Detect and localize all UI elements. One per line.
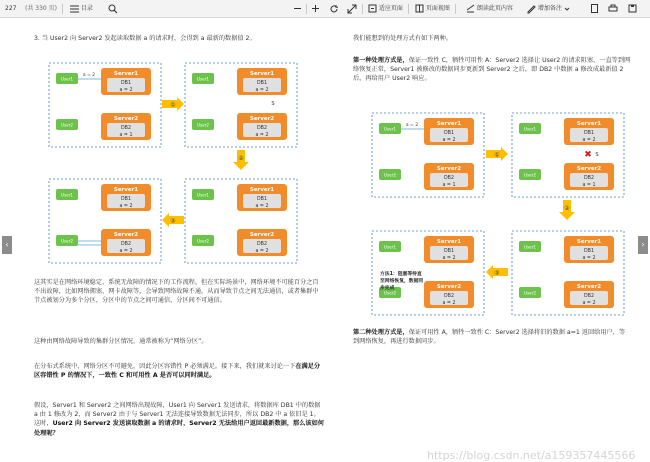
contents-button[interactable] [70,3,93,15]
server-label: Server1 [436,121,462,127]
db-value-label: a = 2 [255,249,269,254]
db-value-label: a = 2 [255,88,269,93]
db-label: DB1 [256,81,268,86]
prev-page-button[interactable]: ‹ [2,236,12,254]
request-label: a = 2 [82,73,96,78]
save-button[interactable] [628,3,637,15]
user-label: User2 [60,122,74,128]
add-note-button[interactable] [527,3,570,15]
zoom-in-button[interactable] [311,3,320,15]
db-label: DB1 [443,249,455,254]
fit-page-label: 适应页面 [378,5,403,12]
step-number-label: ② [564,205,570,212]
server-label: Server1 [576,239,602,245]
server-label: Server1 [113,187,139,193]
s-label: S [271,101,275,107]
server-label: Server2 [436,284,462,290]
user-label: User1 [60,192,74,198]
user-label: User1 [523,244,537,250]
db-value-label: a = 2 [255,133,269,138]
server-label: Server1 [249,71,275,77]
user-label: User1 [196,76,210,82]
toolbar-divider [306,4,307,14]
pen-icon [527,4,536,13]
method-note-label: 至网络恢复，数据同 [380,279,424,284]
db-value-label: a = 2 [255,204,269,209]
toolbar-divider [408,4,409,14]
step-number-label: ③ [494,269,500,277]
left-paragraph-2: 这种由网络故障导致的集群分区情况，通常被称为“网络分区”。 [34,338,208,345]
server-label: Server2 [249,232,275,238]
db-value-label: a = 2 [119,88,133,93]
step-number-label: ③ [170,217,176,225]
method-note-label: 方法1：阻塞等待直 [380,272,422,277]
step-number-label: ① [170,101,176,109]
db-value-label: a = 1 [119,133,133,138]
contents-label: 目录 [80,5,93,12]
left-paragraph-3-text: 在分布式系统中，网络分区不可避免，因此分区容错性 P 必须满足。接下来，我们就来讨论一下 [34,363,296,370]
page-view-button[interactable] [415,3,450,15]
db-value-label: a = 2 [582,301,596,306]
diagram-canvas [14,19,638,455]
server-label: Server2 [113,116,139,122]
server-label: Server1 [436,239,462,245]
method-note-label: 步完成 [380,286,395,291]
user-label: User1 [60,76,74,82]
db-label: DB1 [443,131,455,136]
db-value-label: a = 2 [442,138,456,143]
page-total-label: (共 330 页) [25,5,57,12]
user-label: User2 [196,122,210,128]
db-label: DB2 [120,126,132,131]
user-label: User1 [523,126,537,132]
user-label: User2 [196,238,210,244]
toolbar-divider [362,4,363,14]
zoom-out-button[interactable] [293,3,302,15]
way2-body: 保证可用性 A，牺牲一致性 C：Server2 选择将旧的数据 a=1 返回给用户，等到网络恢复，再进行数据同步。 [353,329,626,346]
fit-page-button[interactable] [368,3,403,15]
read-aloud-label: 朗读此页内容 [476,5,513,12]
server-label: Server1 [113,71,139,77]
sync-failed-mark: ✖ [584,150,592,160]
fullscreen-button[interactable] [347,3,357,15]
user-label: User1 [383,244,397,250]
user-label: User2 [523,290,537,296]
rotate-button[interactable] [329,3,339,15]
minus-icon [293,4,302,13]
server-label: Server1 [576,121,602,127]
next-page-button[interactable]: › [638,236,648,254]
server-label: Server2 [249,116,275,122]
db-label: DB1 [120,197,132,202]
chevron-down-icon [564,6,570,12]
print-button[interactable] [608,3,618,15]
save-icon [628,4,637,13]
db-label: DB1 [583,131,595,136]
user-label: User2 [383,172,397,178]
user-label: User2 [523,172,537,178]
way1-title: 第一种处理方式是， [353,57,409,64]
left-paragraph-4-bold: User2 向 Server2 发送读取数据 a 的请求时，Server2 无法给用户返回最新数据，那么该如何处理呢？ [34,420,324,437]
search-button[interactable] [108,3,118,15]
left-paragraph-1: 这其实是在网络环境稳定、系统无故障的情况下的工作流程。但在实际场景中，网络环境不可能百分之百不出故障，比如网络拥塞、网卡故障等，会导致网络故障不通，从而导致节点之间无法通信，或者集群中节点被划分为多个分区，分区中的节点之间可通信，分区间不可通信。 [34,279,319,305]
page-number-input[interactable]: 227 [5,5,17,12]
server-label: Server2 [576,166,602,172]
db-label: DB2 [256,242,268,247]
db-label: DB1 [120,81,132,86]
page-view-icon [415,4,424,13]
db-label: DB1 [583,249,595,254]
server-label: Server1 [249,187,275,193]
search-icon [108,4,118,14]
s-label: S [595,152,599,158]
plus-icon [311,4,320,13]
add-note-label: 增加备注 [537,5,562,12]
read-aloud-icon [466,4,475,13]
db-label: DB2 [583,176,595,181]
toolbar-divider [455,4,456,14]
right-intro: 我们能想到的处理方式有如下两种。 [353,35,452,42]
user-label: User2 [60,238,74,244]
server-label: Server2 [113,232,139,238]
fit-page-icon [368,4,377,13]
left-paragraph-4-text: 假设，Server1 和 Server2 之间网络出现故障，User1 向 Server1 发送请求，将数据库 DB1 中的数据 a 由 1 修改为 2，而 Server2 由于与 Server1 无法连接导致数据无法同步，所以 DB2 中 a 依旧是 1。这时， [34,402,321,428]
watermark-text: https://blog.csdn.net/a159357445566 [427,449,636,462]
rotate-icon [329,4,339,14]
read-aloud-button[interactable] [466,3,513,15]
left-heading: 3. 当 User2 向 Server2 发起读取数据 a 的请求时，会得到 a 最新的数据值 2。 [34,35,256,42]
way2-title: 第二种处理方式是， [353,329,409,336]
expand-icon [347,4,357,14]
db-value-label: a = 1 [582,183,596,188]
left-paragraph-3-bold: 在满足分区容错性 P 的情况下，一致性 C 和可用性 A 是否可以同时满足。 [34,363,321,380]
list-icon [70,5,79,13]
db-value-label: a = 2 [119,249,133,254]
db-label: DB2 [120,242,132,247]
more-options-button[interactable] [590,3,599,15]
db-label: DB2 [256,126,268,131]
db-label: DB2 [583,294,595,299]
reader-toolbar [0,0,650,18]
server-label: Server2 [436,166,462,172]
request-label: a = 2 [405,123,419,128]
page-view-label: 页面视图 [425,5,450,12]
user-label: User2 [383,290,397,296]
db-label: DB2 [443,176,455,181]
db-value-label: a = 2 [582,138,596,143]
db-label: DB2 [443,294,455,299]
db-value-label: a = 2 [442,301,456,306]
server-label: Server2 [576,284,602,290]
toolbar-divider [62,4,63,14]
db-value-label: a = 2 [582,256,596,261]
document-icon [590,4,599,13]
way1-body: 保证一致性 C，牺牲可用性 A：Server2 选择让 User2 的请求阻塞，一直等到网络恢复正常，Server1 被修改的数据同步更新到 Server2 之后，即 DB2 中数据 a 修改成最新值 2 后，再给用户 User2 响应。 [353,57,631,83]
db-value-label: a = 2 [442,256,456,261]
db-value-label: a = 1 [442,183,456,188]
printer-icon [608,4,618,13]
user-label: User1 [196,192,210,198]
document-page [14,19,638,462]
db-label: DB1 [256,197,268,202]
step-number-label: ② [238,155,244,162]
step-number-label: ① [494,151,500,159]
user-label: User1 [383,126,397,132]
db-value-label: a = 2 [119,204,133,209]
